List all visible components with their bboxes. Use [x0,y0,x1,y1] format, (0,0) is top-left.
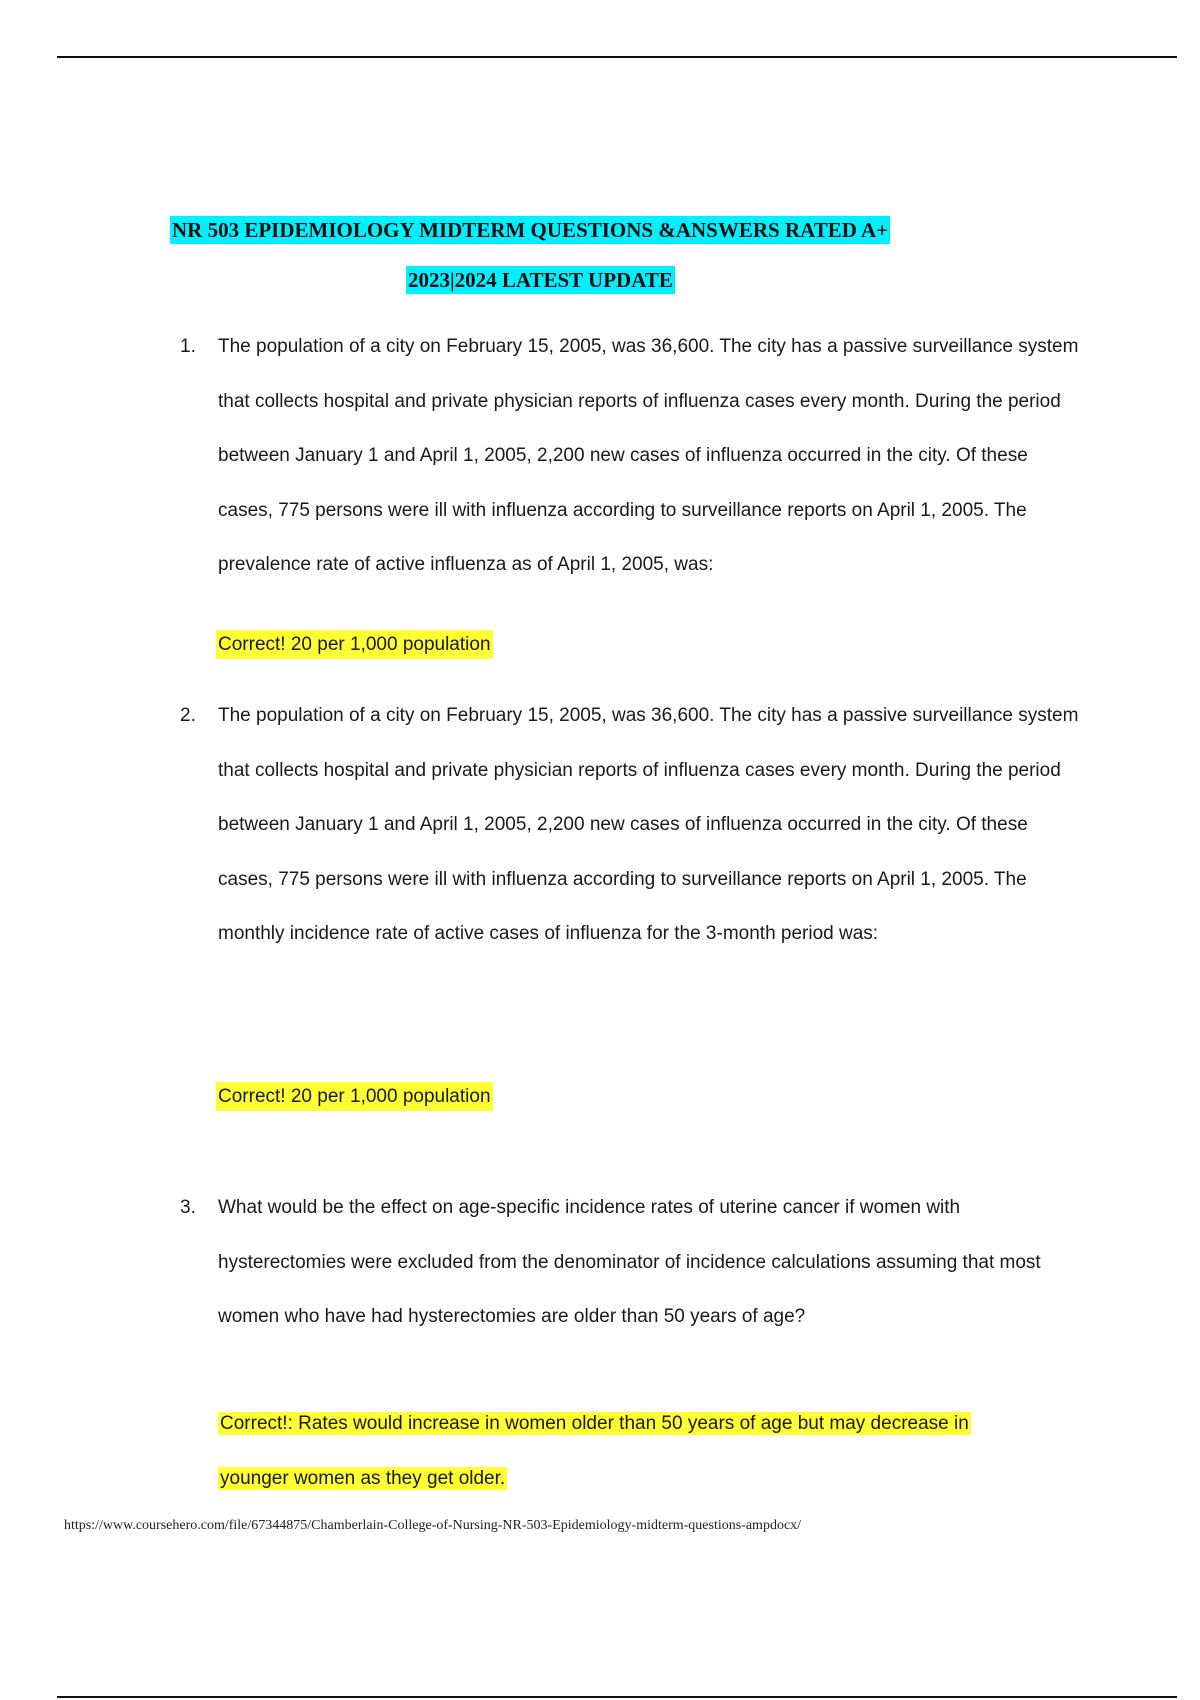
bottom-rule [57,1696,1177,1698]
top-rule [57,56,1177,58]
answer-3-line-2: younger women as they get older. [220,1467,506,1489]
answer-2: Correct! 20 per 1,000 population [216,1082,493,1111]
question-text: What would be the effect on age-specific incidence rates of uterine cancer if women with hysterectomies were excluded from the denominator of incidence calculations assuming that most women who have had hysterectomies are older than 50 years of age? [218,1197,1041,1327]
document-title-line-2: 2023|2024 LATEST UPDATE [408,268,673,292]
question-number: 1. [180,336,196,357]
question-text: The population of a city on February 15, 2005, was 36,600. The city has a passive surveillance system that collects hospital and private physician reports of influenza cases every month. During the period between January 1 and April 1, 2005, 2,200 new cases of influenza occurred in the city. Of these cases, 775 persons were ill with influenza according to surveillance reports on April 1, 2005. The monthly incidence rate of active cases of influenza for the 3-month period was: [218,705,1079,944]
document-title-line-1: NR 503 EPIDEMIOLOGY MIDTERM QUESTIONS &ANSWERS RATED A+ [172,218,889,242]
source-url: https://www.coursehero.com/file/67344875/Chamberlain-College-of-Nursing-NR-503-Epidemiology-midterm-questions-ampdocx/ [64,1518,802,1533]
question-3 [180,1181,1080,1345]
question-number: 2. [180,705,196,726]
question-1 [180,320,1080,593]
answer-1: Correct! 20 per 1,000 population [216,630,493,659]
question-number: 3. [180,1197,196,1218]
answer-3 [216,1409,1060,1520]
question-text: The population of a city on February 15, 2005, was 36,600. The city has a passive surveillance system that collects hospital and private physician reports of influenza cases every month. During the period between January 1 and April 1, 2005, 2,200 new cases of influenza occurred in the city. Of these cases, 775 persons were ill with influenza according to surveillance reports on April 1, 2005. The prevalence rate of active influenza as of April 1, 2005, was: [218,336,1079,575]
answer-3-line-1: Correct!: Rates would increase in women older than 50 years of age but may decrease in [220,1413,969,1434]
question-2 [180,689,1080,962]
